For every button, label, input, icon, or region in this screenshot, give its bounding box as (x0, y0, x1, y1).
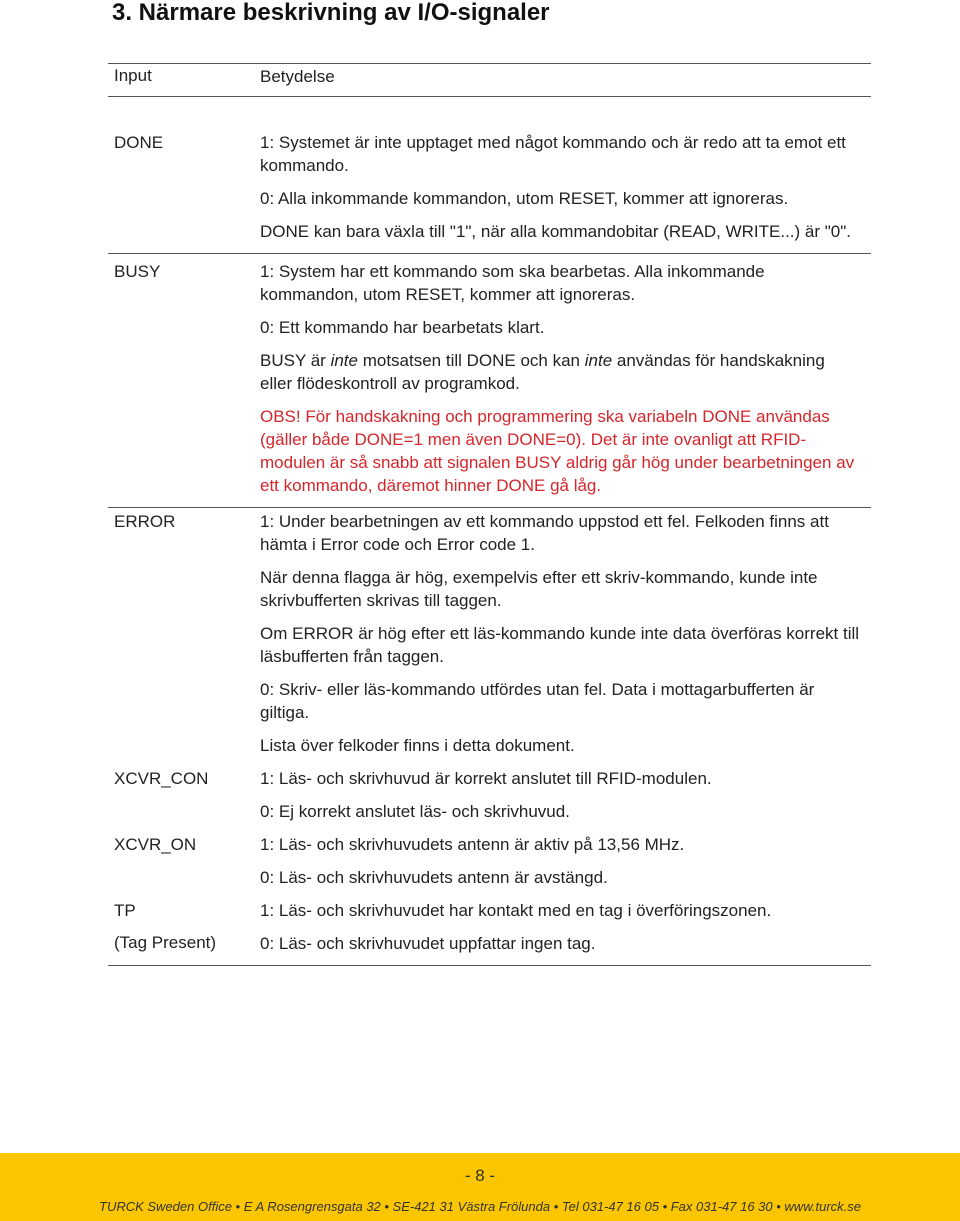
column-header-input: Input (114, 66, 152, 85)
signal-label-done: DONE (114, 133, 164, 152)
signal-description: 1: Systemet är inte upptaget med något kommando och är redo att ta emot ett kommando. (260, 133, 846, 175)
signal-label-error: ERROR (114, 512, 176, 531)
signal-label-busy: BUSY (114, 262, 161, 281)
office-contact-line: TURCK Sweden Office • E A Rosengrensgata 32 • SE-421 31 Västra Frölunda • Tel 031-47 16 05 • Fax 031-47 16 30 • www.turck.se (99, 1199, 861, 1214)
table-row-xcvr-on (108, 833, 871, 889)
signal-label-xcvr-on: XCVR_ON (114, 835, 197, 854)
signal-description: DONE kan bara växla till "1", när alla kommandobitar (READ, WRITE...) är "0". (260, 222, 851, 241)
signal-label-xcvr-con: XCVR_CON (114, 769, 209, 788)
signal-description: 0: Läs- och skrivhuvudet uppfattar ingen tag. (260, 934, 596, 953)
section-heading: 3. Närmare beskrivning av I/O-signaler (112, 0, 550, 26)
table-row-busy (108, 254, 871, 497)
table-rule-bottom (108, 965, 871, 966)
handshake-warning: OBS! För handskakning och programmering ska variabeln DONE användas (gäller både DONE=1 men även DONE=0). Det är inte ovanligt att RFID-modulen är så snabb att signalen BUSY aldrig går hög under bearbetningen av ett kommando, däremot hinner DONE gå låg. (260, 407, 855, 495)
io-signal-table (108, 63, 871, 966)
table-row-tp (108, 899, 871, 955)
signal-description: 1: Läs- och skrivhuvud är korrekt anslutet till RFID-modulen. (260, 769, 712, 788)
table-row-error (108, 508, 871, 757)
busy-note: BUSY är inte motsatsen till DONE och kan inte användas för handskakning eller flödeskontroll av programkod. (260, 351, 825, 393)
signal-label-tp: TP (114, 901, 136, 920)
signal-description: 1: Läs- och skrivhuvudet har kontakt med en tag i överföringszonen. (260, 901, 772, 920)
signal-description: 1: Under bearbetningen av ett kommando uppstod ett fel. Felkoden finns att hämta i Error code och Error code 1. (260, 512, 829, 554)
signal-description: Om ERROR är hög efter ett läs-kommando kunde inte data överföras korrekt till läsbufferten från taggen. (260, 624, 860, 666)
table-row-xcvr-con (108, 767, 871, 823)
signal-description: 0: Skriv- eller läs-kommando utfördes utan fel. Data i mottagarbufferten är giltiga. (260, 680, 815, 722)
signal-label-tag-present: (Tag Present) (114, 933, 217, 952)
table-row-done (108, 97, 871, 243)
signal-description: 1: System har ett kommando som ska bearbetas. Alla inkommande kommandon, utom RESET, kommer att ignoreras. (260, 262, 765, 304)
signal-description: Lista över felkoder finns i detta dokument. (260, 736, 575, 755)
signal-description: 0: Ej korrekt anslutet läs- och skrivhuvud. (260, 802, 570, 821)
column-header-meaning: Betydelse (260, 67, 335, 86)
signal-description: 0: Läs- och skrivhuvudets antenn är avstängd. (260, 868, 608, 887)
signal-description: 0: Ett kommando har bearbetats klart. (260, 318, 545, 337)
signal-description: 1: Läs- och skrivhuvudets antenn är aktiv på 13,56 MHz. (260, 835, 685, 854)
signal-description: 0: Alla inkommande kommandon, utom RESET, kommer att ignoreras. (260, 189, 789, 208)
page-number: - 8 - (464, 1166, 496, 1185)
signal-description: När denna flagga är hög, exempelvis efter ett skriv-kommando, kunde inte skrivbufferten skrivas till taggen. (260, 568, 818, 610)
page-footer (0, 1153, 960, 1221)
table-header-row (108, 64, 871, 88)
